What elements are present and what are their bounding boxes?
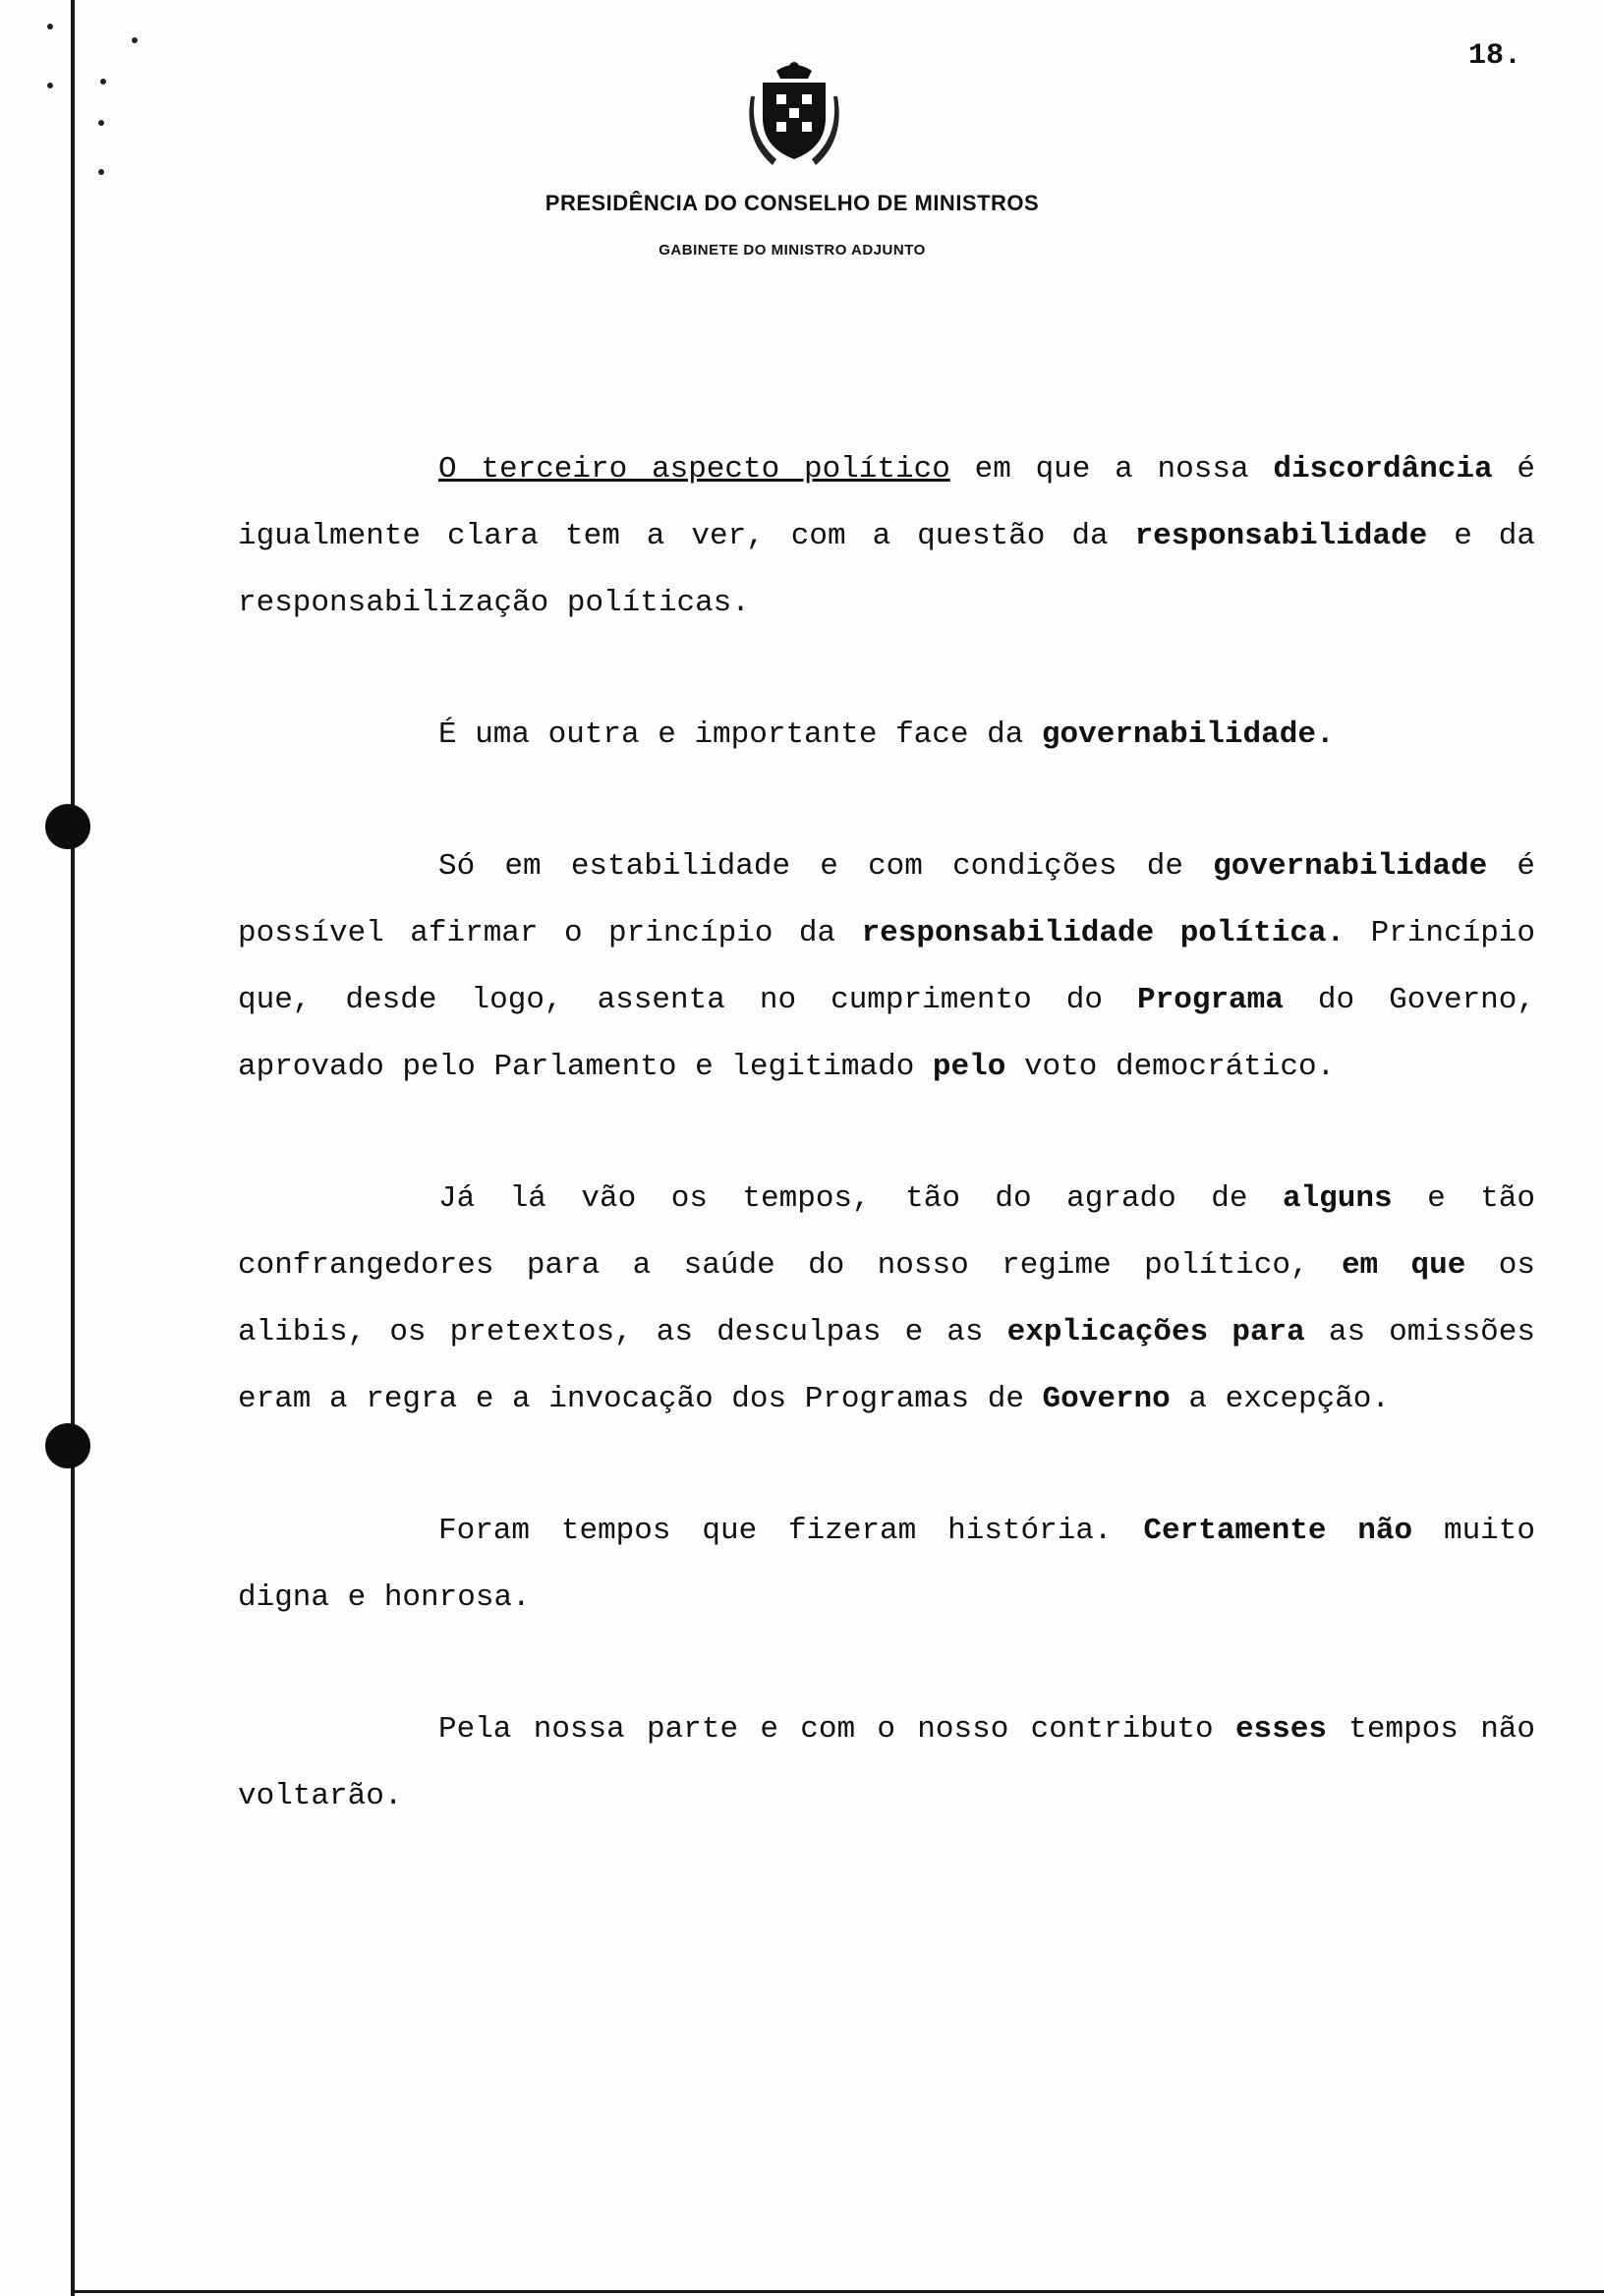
bold-text: responsabilidade — [861, 916, 1155, 950]
scan-speck — [100, 79, 106, 85]
body-paragraph — [238, 1498, 1535, 1632]
bold-text: Programa — [1137, 983, 1284, 1017]
text-run: tempos não voltarão. — [238, 1712, 1536, 1813]
bold-text: pelo — [932, 1050, 1006, 1084]
text-run: e da responsabilização políticas. — [238, 519, 1535, 620]
text-run: é igualmente clara tem a ver, com a questão da — [238, 452, 1535, 553]
page-margin-line — [71, 0, 75, 2296]
text-run: É uma outra e importante face da — [438, 718, 1042, 752]
page-number: 18. — [1467, 39, 1521, 73]
bold-text: governabilidade. — [1041, 718, 1335, 752]
text-run: é possível afirmar o princípio da — [238, 849, 1535, 950]
body-paragraph — [238, 1696, 1535, 1830]
punch-hole — [45, 1423, 90, 1468]
scan-speck — [132, 37, 138, 43]
text-run: Só em estabilidade e com condições de — [438, 849, 1214, 884]
bold-text: em que — [1341, 1248, 1466, 1283]
underlined-text: O terceiro aspecto político — [438, 452, 950, 487]
bold-text: discordância — [1273, 452, 1493, 487]
text-run: e tão confrangedores para a saúde do nosso regime político, — [238, 1181, 1535, 1283]
text-run: Foram tempos que fizeram história. — [438, 1514, 1144, 1548]
page-bottom-line — [71, 2290, 1604, 2293]
bold-text: política. — [1179, 916, 1346, 950]
text-run: Já lá vão os tempos, tão do agrado de — [438, 1181, 1283, 1216]
text-run: os alibis, os pretextos, as desculpas e as — [238, 1248, 1535, 1349]
body-paragraph — [238, 702, 1535, 769]
coat-of-arms-seal-icon — [747, 57, 841, 169]
punch-hole — [45, 804, 90, 849]
bold-text: responsabilidade — [1134, 519, 1428, 553]
text-run: Pela nossa parte e com o nosso contributo — [438, 1712, 1235, 1747]
bold-text: alguns — [1282, 1181, 1393, 1216]
body-paragraph — [238, 1166, 1535, 1433]
bold-text: Governo — [1042, 1382, 1171, 1416]
text-run — [1154, 916, 1179, 950]
text-run: muito digna e honrosa. — [238, 1514, 1535, 1615]
ministry-header-title: PRESIDÊNCIA DO CONSELHO DE MINISTROS — [544, 191, 1040, 215]
body-paragraph — [238, 833, 1535, 1101]
bold-text: governabilidade — [1213, 849, 1488, 884]
ministry-header-subtitle: GABINETE DO MINISTRO ADJUNTO — [659, 242, 926, 258]
text-run: em que a nossa — [949, 452, 1274, 487]
text-run: do Governo, aprovado pelo Parlamento e legitimado — [238, 983, 1535, 1084]
text-run: as omissões eram a regra e a invocação dos Programas de — [238, 1315, 1535, 1416]
document-body — [238, 436, 1535, 1895]
text-run: voto democrático. — [1005, 1050, 1336, 1084]
scan-speck — [47, 24, 53, 29]
scan-speck — [98, 120, 104, 126]
bold-text: Certamente não — [1143, 1514, 1413, 1548]
bold-text: explicações para — [1006, 1315, 1305, 1349]
bold-text: esses — [1234, 1712, 1327, 1747]
body-paragraph — [238, 436, 1535, 637]
scan-speck — [98, 169, 104, 175]
scan-speck — [47, 83, 53, 88]
text-run: Princípio que, desde logo, assenta no cumprimento do — [238, 916, 1536, 1017]
text-run: a excepção. — [1170, 1382, 1391, 1416]
